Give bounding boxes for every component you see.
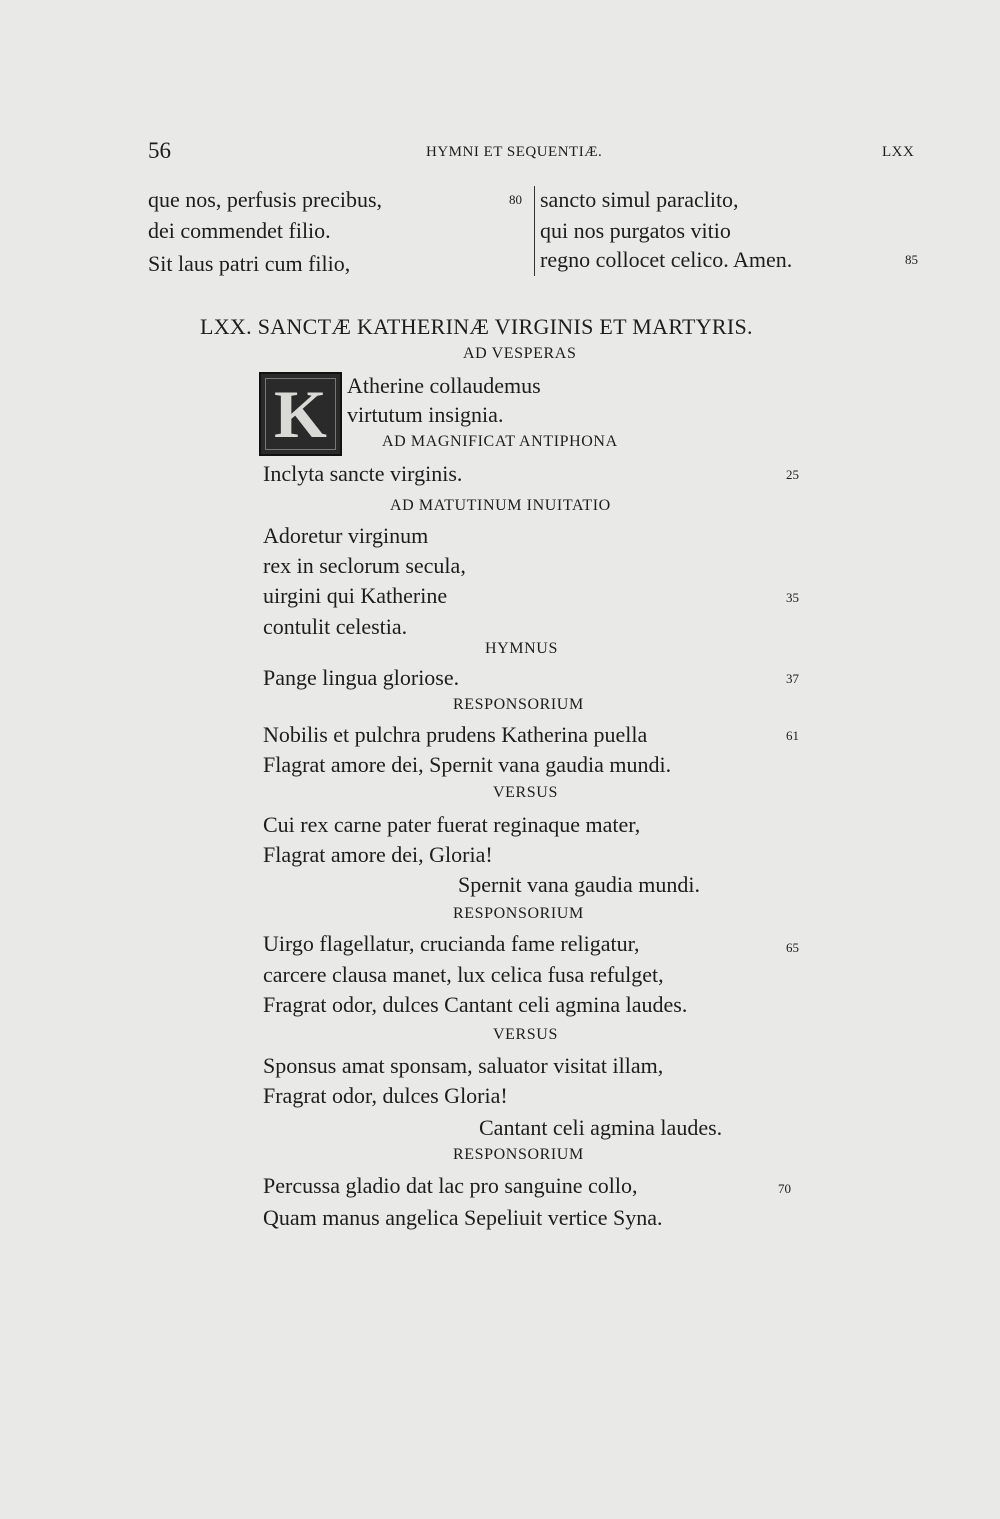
rubric-heading: RESPONSORIUM [453,905,584,922]
initial-letter: K [274,376,327,452]
verse-line: Flagrat amore dei, Spernit vana gaudia mundi. [263,752,672,777]
line-number: 65 [786,940,799,955]
line-number: 35 [786,590,799,605]
verse-line: Spernit vana gaudia mundi. [458,872,700,897]
verse-line: Nobilis et pulchra prudens Katherina puella [263,722,648,747]
verse-line: Fragrat odor, dulces Gloria! [263,1083,508,1108]
verse-line: Cantant celi agmina laudes. [479,1115,723,1140]
line-number: 70 [778,1181,791,1196]
verse-line: Quam manus angelica Sepeliuit vertice Syna. [263,1205,663,1230]
verse-line: Percussa gladio dat lac pro sanguine collo, [263,1173,638,1198]
section-number: LXX [882,144,915,160]
verse-line: uirgini qui Katherine [263,583,448,608]
verse-line: Cui rex carne pater fuerat reginaque mater, [263,812,641,837]
verse-line: Flagrat amore dei, Gloria! [263,842,493,867]
fragment-right-line: sancto simul paraclito, [540,187,739,212]
verse-line: Inclyta sancte virginis. [263,461,463,486]
rubric-heading: VERSUS [493,1026,558,1043]
hymn-title: LXX. SANCTÆ KATHERINÆ VIRGINIS ET MARTYRIS. [200,314,753,339]
rubric-heading: AD MAGNIFICAT ANTIPHONA [382,433,618,450]
verse-line: carcere clausa manet, lux celica fusa refulget, [263,962,664,987]
fragment-left-line: Sit laus patri cum filio, [148,251,351,276]
line-number: 25 [786,467,799,482]
verse-line: contulit celestia. [263,614,408,639]
verse-line: Adoretur virginum [263,523,429,548]
verse-line: Fragrat odor, dulces Cantant celi agmina laudes. [263,992,688,1017]
page-number: 56 [148,138,171,163]
verse-line: rex in seclorum secula, [263,553,466,578]
fragment-left-line: que nos, perfusis precibus, [148,187,383,212]
line-number: 61 [786,728,799,743]
rubric-heading: AD MATUTINUM INUITATIO [390,497,611,514]
verse-line: Atherine collaudemus [347,373,541,398]
fragment-right-line: qui nos purgatos vitio [540,218,731,243]
verse-line: virtutum insignia. [347,402,504,427]
verse-line: Pange lingua gloriose. [263,665,460,690]
line-number: 37 [786,671,799,686]
rubric-heading: RESPONSORIUM [453,696,584,713]
line-number: 85 [905,252,918,267]
running-title: HYMNI ET SEQUENTIÆ. [426,144,603,160]
rubric-heading: RESPONSORIUM [453,1146,584,1163]
decorated-initial [259,372,342,456]
rubric-heading: HYMNUS [485,640,558,657]
column-divider [534,186,535,276]
verse-line: Uirgo flagellatur, crucianda fame religatur, [263,931,640,956]
rubric-heading: AD VESPERAS [463,345,577,362]
fragment-left-line: dei commendet filio. [148,218,331,243]
verse-line: Sponsus amat sponsam, saluator visitat illam, [263,1053,664,1078]
rubric-heading: VERSUS [493,784,558,801]
line-number: 80 [509,192,522,207]
fragment-right-line: regno collocet celico. Amen. [540,247,793,272]
